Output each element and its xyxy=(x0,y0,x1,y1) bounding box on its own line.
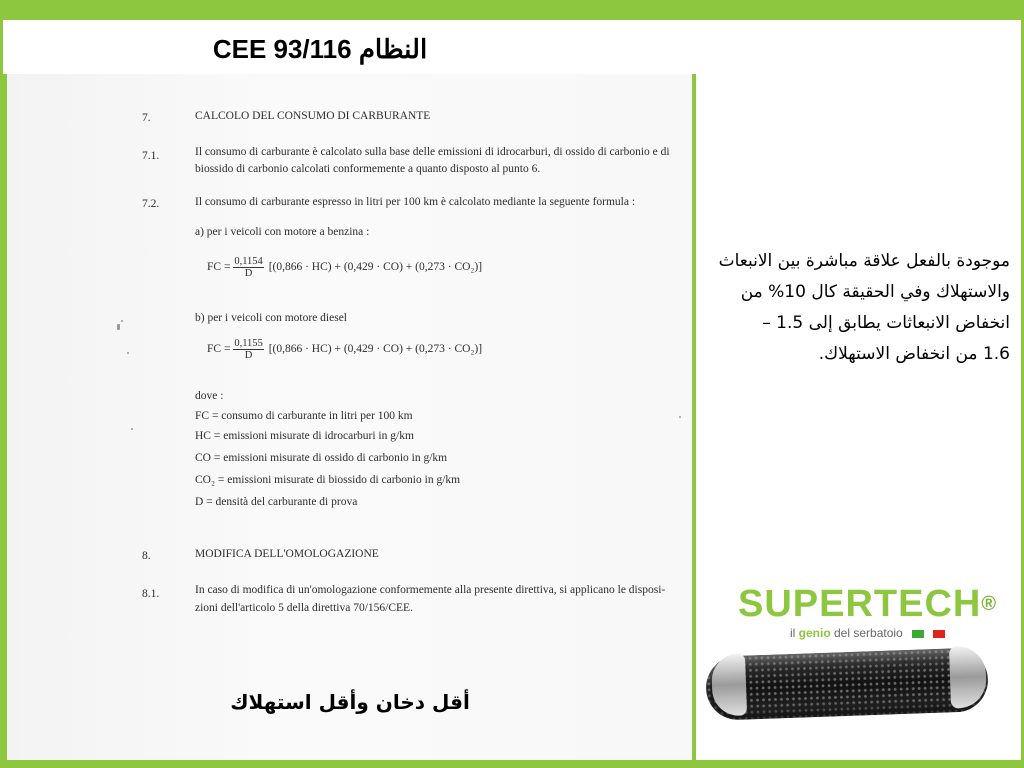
formula-diesel xyxy=(207,338,482,361)
scan-speck xyxy=(127,352,129,354)
logo-wordmark xyxy=(738,583,998,625)
section-number: 8.1. xyxy=(142,588,160,600)
formula-fraction xyxy=(233,256,264,279)
formula-lhs: FC = xyxy=(207,343,231,356)
slide-caption: أقل دخان وأقل استهلاك xyxy=(230,690,470,714)
paragraph-line: zioni dell'articolo 5 della direttiva 70/156/CEE. xyxy=(195,602,413,614)
formula-expression: [(0,866 · HC) + (0,429 · CO) + (0,273 · CO₂)] xyxy=(268,261,483,274)
scanned-document-frame xyxy=(3,74,696,760)
definitions-label: dove : xyxy=(195,390,224,402)
formula-petrol xyxy=(207,256,482,279)
logo-brand: SUPERTECH xyxy=(738,583,982,625)
flag-red-icon xyxy=(933,630,945,638)
section-number: 7.2. xyxy=(142,198,160,210)
scan-speck xyxy=(117,324,120,330)
fraction-denominator: D xyxy=(244,268,253,279)
registered-mark: ® xyxy=(981,593,998,615)
scan-speck xyxy=(131,428,133,430)
scanned-document xyxy=(7,74,692,760)
flag-green-icon xyxy=(912,630,924,638)
paragraph-line: Il consumo di carburante espresso in litri per 100 km è calcolato mediante la seguente formula : xyxy=(195,196,636,208)
slide-title: CEE 93/116 النظام xyxy=(212,34,428,64)
tagline-part: il xyxy=(790,626,799,640)
fraction-denominator: D xyxy=(244,350,253,361)
definition-row: D = densità del carburante di prova xyxy=(195,496,358,508)
arabic-note: موجودة بالفعل علاقة مباشرة بين الانبعاث والاستهلاك وفي الحقيقة كال 10% من انخفاض الانبعاثات يطابق إلى 1.5 – 1.6 من انخفاض الاستهلاك. xyxy=(718,251,1010,364)
top-accent-bar xyxy=(0,0,1024,20)
formula-lhs: FC = xyxy=(207,261,231,274)
fuel-device-image xyxy=(705,647,989,721)
definition-row: CO = emissioni misurate di ossido di carbonio in g/km xyxy=(195,452,448,464)
paragraph-line: biossido di carbonio calcolati conformemente a quanto disposto al punto 6. xyxy=(195,163,541,175)
tagline-highlight: genio xyxy=(798,626,831,640)
subsection-label: b) per i veicoli con motore diesel xyxy=(195,312,348,324)
section-number: 8. xyxy=(142,550,151,562)
formula-expression: [(0,866 · HC) + (0,429 · CO) + (0,273 · CO₂)] xyxy=(268,343,483,356)
paragraph-line: Il consumo di carburante è calcolato sulla base delle emissioni di idrocarburi, di ossido di carbonio e di xyxy=(195,146,670,158)
definition-row: CO₂ = emissioni misurate di biossido di carbonio in g/km xyxy=(195,474,461,486)
formula-fraction xyxy=(233,338,264,361)
scan-speck xyxy=(121,320,123,322)
tagline-part: del serbatoio xyxy=(830,626,903,640)
subsection-label: a) per i veicoli con motore a benzina : xyxy=(195,226,370,238)
scan-speck xyxy=(679,416,681,418)
logo-tagline xyxy=(790,626,988,640)
definition-row: HC = emissioni misurate di idrocarburi in g/km xyxy=(195,430,414,442)
section-number: 7.1. xyxy=(142,150,160,162)
definition-row: FC = consumo di carburante in litri per 100 km xyxy=(195,410,413,422)
fraction-numerator: 0,1154 xyxy=(234,256,263,267)
fraction-numerator: 0,1155 xyxy=(234,338,263,349)
bottom-accent-bar xyxy=(0,760,1024,768)
paragraph-line: In caso di modifica di un'omologazione conformemente alla presente direttiva, si applicano le disposi- xyxy=(195,584,666,596)
section-number: 7. xyxy=(142,112,151,124)
section-heading: CALCOLO DEL CONSUMO DI CARBURANTE xyxy=(195,110,431,122)
section-heading: MODIFICA DELL'OMOLOGAZIONE xyxy=(195,548,379,560)
supertech-logo xyxy=(738,583,998,640)
